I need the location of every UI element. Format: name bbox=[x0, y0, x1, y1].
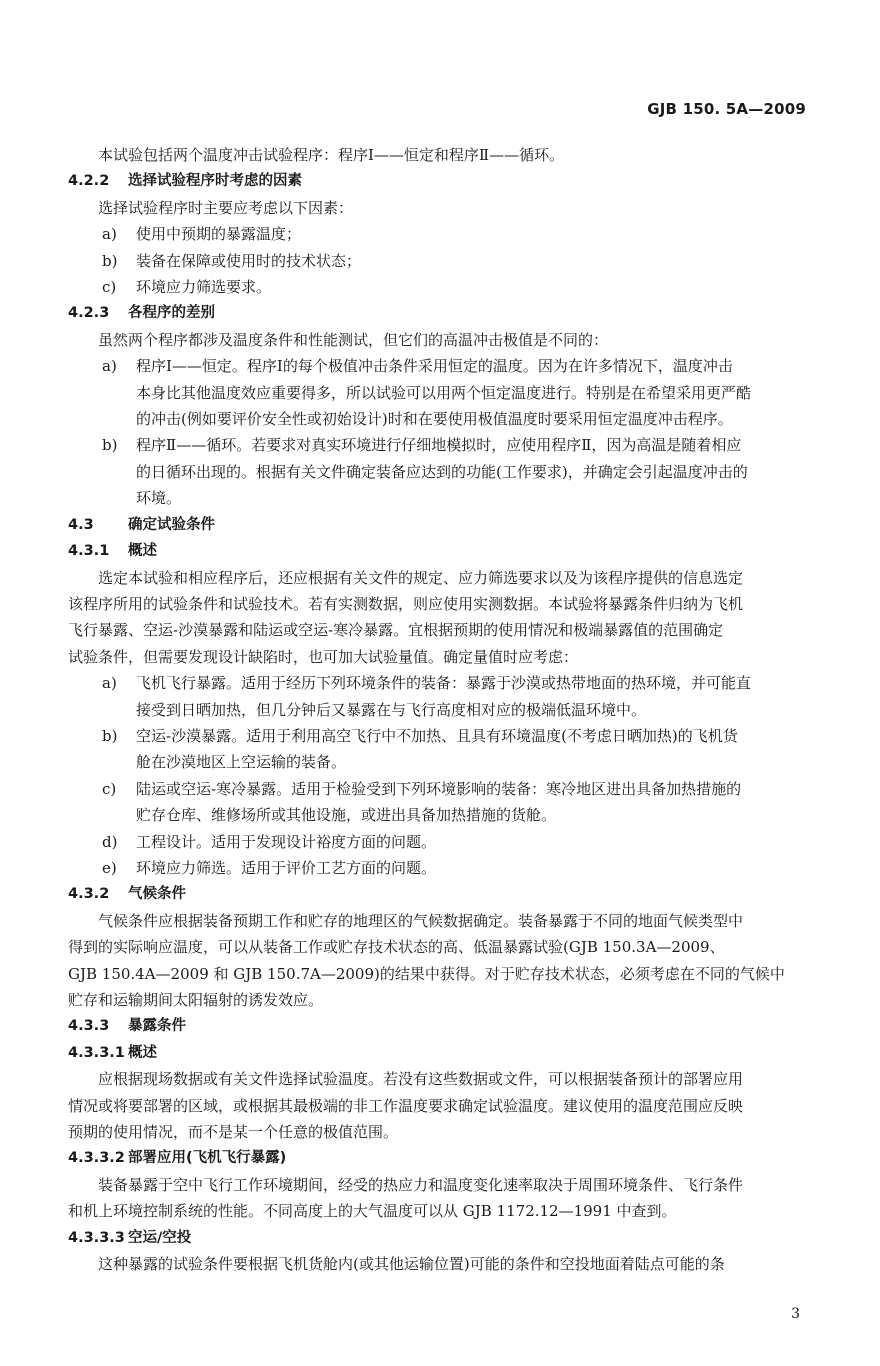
list-item bbox=[68, 248, 814, 274]
section-number: 4.3.3.3 bbox=[68, 1229, 125, 1246]
list-marker: e) bbox=[102, 858, 117, 877]
list-item-text: 环境应力筛选要求。 bbox=[136, 278, 272, 297]
list-item-text: 程序Ⅱ——循环。若要求对真实环境进行仔细地模拟时，应使用程序Ⅱ，因为高温是随着相应 bbox=[136, 436, 742, 455]
section-number: 4.3.3 bbox=[68, 1018, 110, 1035]
paragraph-line: 贮存和运输期间太阳辐射的诱发效应。 bbox=[68, 991, 324, 1009]
list-item-continuation: 的日循环出现的。根据有关文件确定装备应达到的功能(工作要求)，并确定会引起温度冲击的 bbox=[136, 462, 748, 481]
paragraph-line: 试验条件，但需要发现设计缺陷时，也可加大试验量值。确定量值时应考虑： bbox=[68, 647, 579, 666]
document-code: GJB 150. 5A—2009 bbox=[647, 100, 806, 118]
paragraph-line: GJB 150.4A—2009 和 GJB 150.7A—2009)的结果中获得。对于贮存技术状态，必须考虑在不同的气候中 bbox=[68, 964, 785, 983]
list-item-continuation: 贮存仓库、维修场所或其他设施，或进出具备加热措施的货舱。 bbox=[136, 806, 557, 825]
list-marker: a) bbox=[102, 674, 117, 693]
section-number: 4.3.2 bbox=[68, 886, 110, 903]
list-item-text: 程序Ⅰ——恒定。程序Ⅰ的每个极值冲击条件采用恒定的温度。因为在许多情况下，温度冲击 bbox=[136, 357, 733, 376]
list-item bbox=[68, 829, 814, 855]
list-item-text: 环境应力筛选。适用于评价工艺方面的问题。 bbox=[136, 858, 437, 877]
list-item bbox=[68, 221, 814, 247]
list-item bbox=[68, 855, 814, 881]
list-item-text: 飞机飞行暴露。适用于经历下列环境条件的装备：暴露于沙漠或热带地面的热环境，并可能直 bbox=[136, 674, 752, 693]
list-marker: a) bbox=[102, 225, 117, 244]
section-heading bbox=[68, 881, 814, 907]
list-marker: d) bbox=[102, 832, 118, 851]
section-number: 4.3 bbox=[68, 516, 94, 533]
list-item bbox=[68, 670, 814, 696]
section-heading bbox=[68, 1225, 814, 1251]
section-number: 4.3.1 bbox=[68, 543, 110, 560]
list-item-continuation: 环境。 bbox=[136, 489, 182, 508]
paragraph-line: 预期的使用情况，而不是某一个任意的极值范围。 bbox=[68, 1123, 399, 1142]
list-marker: b) bbox=[102, 726, 118, 745]
list-item-text: 空运-沙漠暴露。适用于利用高空飞行中不加热、且具有环境温度(不考虑日晒加热)的飞机货 bbox=[136, 726, 738, 745]
paragraph-line: 该程序所用的试验条件和试验技术。若有实测数据，则应使用实测数据。本试验将暴露条件归纳为飞机 bbox=[68, 594, 744, 613]
list-marker: c) bbox=[102, 278, 117, 297]
paragraph-line: 选择试验程序时主要应考虑以下因素： bbox=[98, 198, 354, 217]
list-item-continuation: 舱在沙漠地区上空运输的装备。 bbox=[136, 753, 347, 772]
paragraph-line: 装备暴露于空中飞行工作环境期间，经受的热应力和温度变化速率取决于周围环境条件、飞行条件 bbox=[98, 1175, 744, 1194]
list-marker: c) bbox=[102, 779, 117, 798]
section-title: 空运/空投 bbox=[128, 1229, 192, 1246]
section-heading bbox=[68, 1013, 814, 1039]
list-item-text: 工程设计。适用于发现设计裕度方面的问题。 bbox=[136, 832, 437, 851]
section-heading bbox=[68, 300, 814, 326]
section-title: 气候条件 bbox=[128, 886, 186, 903]
section-number: 4.2.3 bbox=[68, 305, 110, 322]
section-heading bbox=[68, 1145, 814, 1171]
section-title: 概述 bbox=[128, 543, 157, 560]
section-title: 部署应用(飞机飞行暴露) bbox=[128, 1150, 287, 1167]
list-item-continuation: 本身比其他温度效应重要得多，所以试验可以用两个恒定温度进行。特别是在希望采用更严酷 bbox=[136, 383, 752, 402]
list-item-text: 装备在保障或使用时的技术状态； bbox=[136, 251, 362, 270]
paragraph-line: 这种暴露的试验条件要根据飞机货舱内(或其他运输位置)可能的条件和空投地面着陆点可能的条 bbox=[98, 1255, 725, 1274]
paragraph-line: 气候条件应根据装备预期工作和贮存的地理区的气候数据确定。装备暴露于不同的地面气候类型中 bbox=[98, 911, 744, 930]
section-title: 暴露条件 bbox=[128, 1018, 186, 1035]
paragraph-line: 本试验包括两个温度冲击试验程序：程序Ⅰ——恒定和程序Ⅱ——循环。 bbox=[98, 146, 565, 164]
list-item-text: 使用中预期的暴露温度； bbox=[136, 225, 302, 244]
section-heading bbox=[68, 168, 814, 194]
list-marker: b) bbox=[102, 251, 118, 270]
list-marker: a) bbox=[102, 357, 117, 376]
list-item-continuation: 接受到日晒加热，但几分钟后又暴露在与飞行高度相对应的极端低温环境中。 bbox=[136, 700, 647, 719]
section-heading bbox=[68, 512, 814, 538]
list-item-text: 陆运或空运-寒冷暴露。适用于检验受到下列环境影响的装备：寒冷地区进出具备加热措施的 bbox=[136, 779, 742, 798]
section-number: 4.3.3.1 bbox=[68, 1044, 125, 1061]
paragraph-line: 得到的实际响应温度，可以从装备工作或贮存技术状态的高、低温暴露试验(GJB 150.3A—2009、 bbox=[68, 938, 725, 957]
list-marker: b) bbox=[102, 436, 118, 455]
paragraph-line: 虽然两个程序都涉及温度条件和性能测试，但它们的高温冲击极值是不同的： bbox=[98, 330, 609, 349]
document-body bbox=[68, 142, 814, 1277]
section-title: 概述 bbox=[128, 1044, 157, 1061]
section-title: 各程序的差别 bbox=[128, 305, 215, 322]
paragraph-line: 选定本试验和相应程序后，还应根据有关文件的规定、应力筛选要求以及为该程序提供的信息选定 bbox=[98, 568, 744, 587]
list-item bbox=[68, 274, 814, 300]
section-number: 4.3.3.2 bbox=[68, 1150, 125, 1167]
paragraph-line: 和机上环境控制系统的性能。不同高度上的大气温度可以从 GJB 1172.12—1991 中查到。 bbox=[68, 1202, 677, 1221]
section-heading bbox=[68, 538, 814, 564]
section-title: 选择试验程序时考虑的因素 bbox=[128, 173, 302, 190]
paragraph-line: 应根据现场数据或有关文件选择试验温度。若没有这些数据或文件，可以根据装备预计的部署应用 bbox=[98, 1070, 744, 1089]
section-title: 确定试验条件 bbox=[128, 516, 215, 533]
section-heading bbox=[68, 1040, 814, 1066]
list-item bbox=[68, 432, 814, 458]
list-item bbox=[68, 723, 814, 749]
list-item bbox=[68, 776, 814, 802]
section-number: 4.2.2 bbox=[68, 173, 110, 190]
paragraph-line: 情况或将要部署的区域，或根据其最极端的非工作温度要求确定试验温度。建议使用的温度范围应反映 bbox=[68, 1096, 744, 1115]
list-item-continuation: 的冲击(例如要评价安全性或初始设计)时和在要使用极值温度时要采用恒定温度冲击程序。 bbox=[136, 410, 733, 429]
list-item bbox=[68, 353, 814, 379]
paragraph-line: 飞行暴露、空运-沙漠暴露和陆运或空运-寒冷暴露。宜根据预期的使用情况和极端暴露值的范围确定 bbox=[68, 621, 724, 640]
page-number: 3 bbox=[791, 1306, 800, 1322]
